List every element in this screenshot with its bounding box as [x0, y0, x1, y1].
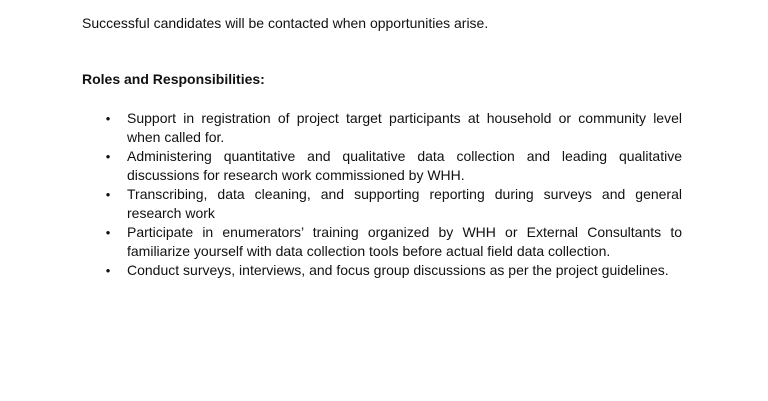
responsibility-item — [104, 147, 682, 185]
responsibility-text: Support in registration of project target participants at household or community level when called for. — [127, 110, 682, 145]
responsibility-item — [104, 185, 682, 223]
intro-text: Successful candidates will be contacted when opportunities arise. — [82, 15, 489, 31]
responsibility-text: Conduct surveys, interviews, and focus group discussions as per the project guidelines. — [127, 262, 669, 278]
section-heading: Roles and Responsibilities: — [82, 71, 265, 87]
responsibility-text: Administering quantitative and qualitative data collection and leading qualitative discussions for research work commissioned by WHH. — [127, 148, 682, 183]
bullet-icon: • — [105, 111, 111, 126]
bullet-icon: • — [105, 263, 111, 278]
responsibility-item — [104, 109, 682, 147]
responsibility-text: Transcribing, data cleaning, and supporting reporting during surveys and general research work — [127, 186, 682, 221]
responsibility-item — [104, 223, 682, 261]
responsibility-item — [104, 261, 682, 280]
bullet-icon: • — [105, 187, 111, 202]
bullet-icon: • — [105, 225, 111, 240]
responsibility-text: Participate in enumerators’ training organized by WHH or External Consultants to familiarize yourself with data collection tools before actual field data collection. — [127, 224, 682, 259]
responsibilities-list — [104, 109, 682, 280]
bullet-icon: • — [105, 149, 111, 164]
